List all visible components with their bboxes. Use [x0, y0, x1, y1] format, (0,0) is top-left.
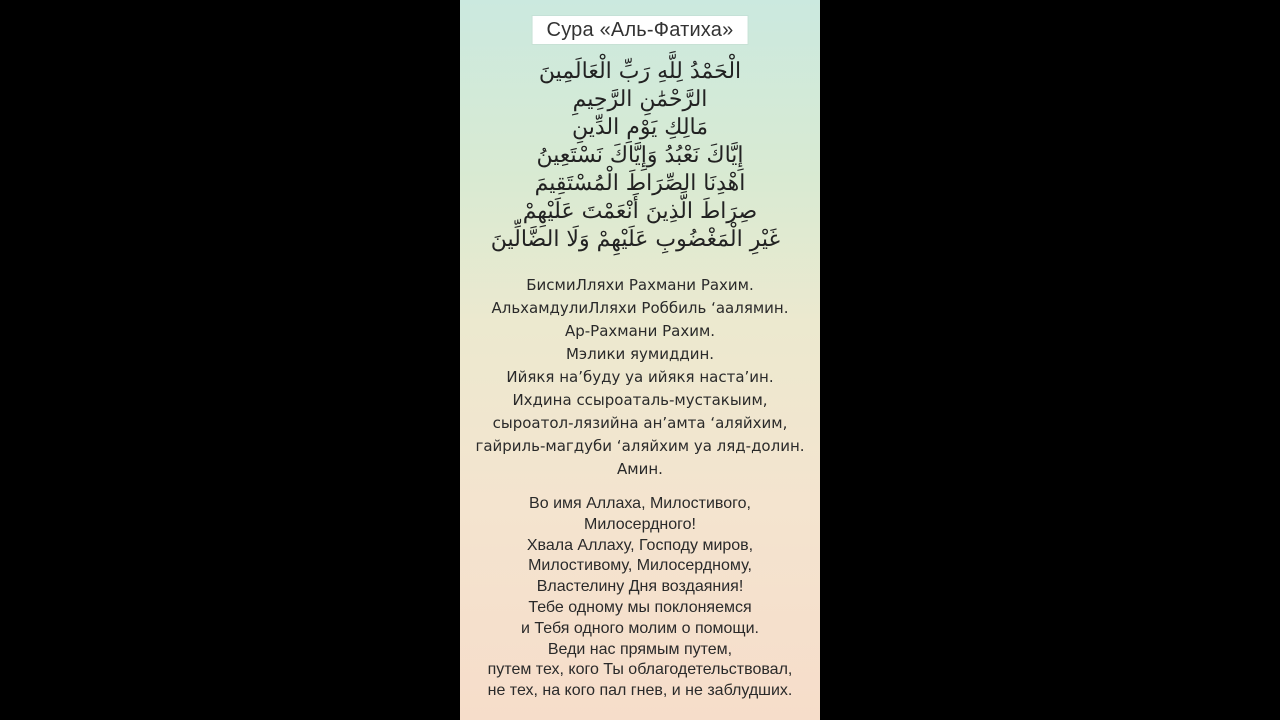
surah-card — [460, 0, 820, 720]
translation-line: и Тебя одного молим о помощи. — [521, 619, 759, 637]
translation-line: Милостивому, Милосердному, — [528, 557, 752, 575]
transliteration-line: Ийякя на’буду уа ийякя наста’ин. — [506, 368, 774, 386]
transliteration-line: Ихдина ссыроаталь-мустакыим, — [512, 391, 768, 409]
title-badge — [533, 16, 748, 44]
translation-line: не тех, на кого пал гнев, и не заблудших. — [487, 682, 793, 700]
translation-line: Милосердного! — [583, 515, 696, 533]
transliteration-line: Мэлики яумиддин. — [565, 345, 715, 363]
surah-title: Сура «Аль-Фатиха» — [546, 18, 734, 41]
arabic-line: إِيَّاكَ نَعْبُدُ وَإِيَّاكَ نَسْتَعِينُ — [536, 143, 744, 168]
transliteration-line: гайриль-магдуби ‘аляйхим уа ляд-долин. — [475, 437, 805, 455]
arabic-line: صِرَاطَ الَّذِينَ أَنْعَمْتَ عَلَيْهِمْ — [522, 199, 758, 224]
transliteration-line: Амин. — [617, 460, 663, 478]
translation-block — [468, 494, 812, 702]
translation-line: Во имя Аллаха, Милостивого, — [529, 495, 751, 512]
translation-line: Веди нас прямым путем, — [547, 640, 733, 658]
arabic-line: مَالِكِ يَوْمِ الدِّينِ — [571, 115, 709, 140]
translation-line: Властелину Дня воздаяния! — [536, 578, 744, 596]
arabic-line: غَيْرِ الْمَغْضُوبِ عَلَيْهِمْ وَلَا الضَّالِّينَ — [490, 227, 780, 252]
arabic-text-block — [490, 58, 780, 254]
transliteration-block — [470, 274, 810, 481]
arabic-line: الرَّحْمَٰنِ الرَّحِيمِ — [572, 87, 708, 112]
transliteration-line: АльхамдулиЛляхи Роббиль ‘аалямин. — [491, 299, 789, 317]
translation-line: Хвала Аллаху, Господу миров, — [526, 536, 754, 554]
transliteration-line: Ар-Рахмани Рахим. — [564, 322, 716, 340]
arabic-line: الْحَمْدُ لِلَّهِ رَبِّ الْعَالَمِينَ — [538, 59, 742, 84]
translation-line: Тебе одному мы поклоняемся — [528, 598, 752, 616]
transliteration-line: БисмиЛляхи Рахмани Рахим. — [526, 276, 754, 294]
arabic-line: اهْدِنَا الصِّرَاطَ الْمُسْتَقِيمَ — [534, 171, 746, 196]
translation-line: путем тех, кого Ты облагодетельствовал, — [487, 661, 793, 679]
transliteration-line: сыроатол-лязийна ан’амта ‘аляйхим, — [492, 414, 788, 432]
